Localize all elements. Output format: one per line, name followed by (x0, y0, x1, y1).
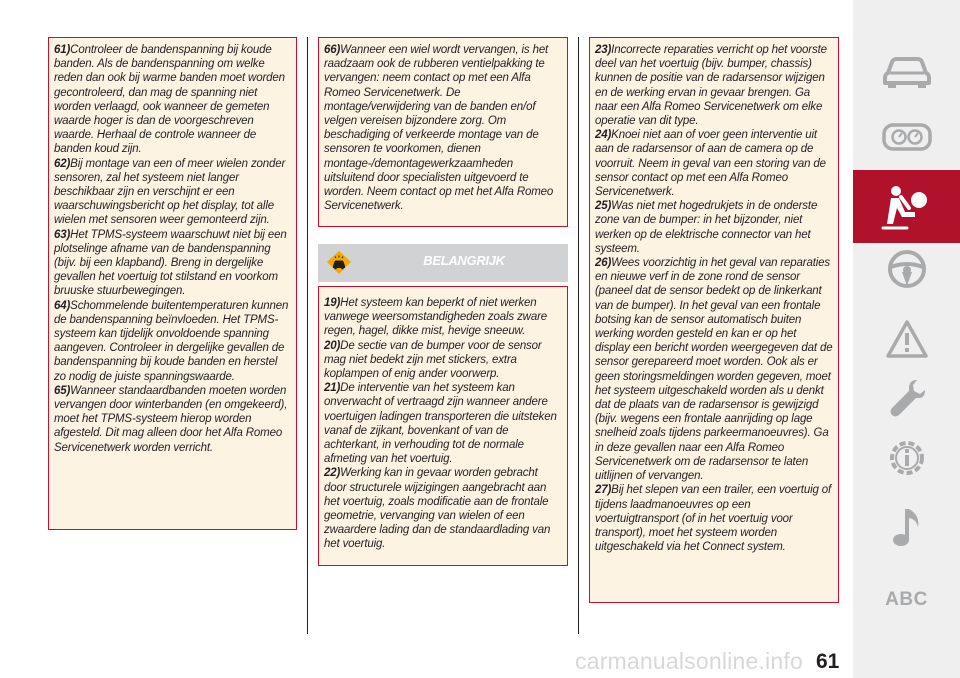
warning-header (318, 244, 568, 282)
sidebar-item-vehicle[interactable] (853, 35, 960, 108)
sidebar-item-multimedia[interactable] (853, 490, 960, 563)
note-box-61-65 (48, 37, 297, 530)
info-gear-icon (885, 436, 929, 480)
warning-triangle-icon (885, 319, 929, 359)
watermark: carmanualsonline.info (575, 648, 803, 674)
warning-item: 20)De sectie van de bumper voor de sensor mag niet bedekt zijn met stickers, extra koplampen of enig ander voorwerp. (324, 339, 542, 381)
car-icon (882, 55, 932, 89)
note-item: 26)Wees voorzichtig in het geval van reparaties en nieuwe verf in de zone rond de sensor (paneel dat de sensor bedekt op de linkerkant van de bumper). In het geval van een frontale botsing kan de sensor automatisch buiten werking worden gesteld en kan er op het display een bericht worden weergegeven dat de sensor gerepareerd moet worden. Ook als er geen storingsmeldingen worden gegeven, moet het systeem uitgeschakeld worden als u denkt dat de plaats van de radarsensor is gewijzigd (bijv. wegens een frontale aanrijding op lage snelheid zoals tijdens parkeermanoeuvres). Ga in deze gevallen naar een Alfa Romeo Servicenetwerk om de radarsensor te laten uitlijnen of vervangen. (595, 257, 833, 483)
airbag-safety-icon (881, 184, 933, 230)
chapter-sidebar (853, 0, 960, 678)
note-item: 64)Schommelende buitentemperaturen kunnen de bandenspanning beïnvloeden. Het TPMS-systeem kan tijdelijk onvoldoende spanning aangeven. Controleer in dergelijke gevallen de bandenspanning bij koude banden en herstel zo nodig de juiste spanningswaarde. (54, 299, 289, 383)
sidebar-item-index[interactable] (853, 563, 960, 636)
note-item: 23)Incorrecte reparaties verricht op het voorste deel van het voertuig (bijv. bumper, chassis) kunnen de positie van de radarsensor wijzigen en de werking ervan in gevaar brengen. Ga naar een Alfa Romeo Servicenetwerk om elke operatie van dit type. (595, 44, 827, 128)
music-note-icon (890, 505, 924, 549)
column-divider (307, 37, 308, 634)
wrench-icon (887, 377, 927, 421)
note-item: 65)Wanneer standaardbanden moeten worden vervangen door winterbanden (en omgekeerd), moet het TPMS-systeem hierop worden afgesteld. Dit mag alleen door het Alfa Romeo Servicenetwerk worden verricht. (54, 384, 288, 454)
column-divider (578, 37, 579, 634)
note-item: 25)Was niet met hogedrukjets in de onderste zone van de bumper: in het bijzonder, niet werken op de elektrische connector van het systeem. (595, 200, 818, 255)
sidebar-item-driving[interactable] (853, 232, 960, 305)
warning-car-icon (325, 249, 353, 277)
warning-box-19-22 (318, 286, 568, 566)
note-item: 62)Bij montage van een of meer wielen zonder sensoren, zal het systeem niet langer beschikbaar zijn en verschijnt er een waarschuwingsbericht op het display, tot alle wielen met sensoren weer gemonteerd zijn. (54, 157, 286, 227)
note-box-23-27 (589, 37, 839, 603)
note-item: 24)Knoei niet aan of voer geen interventie uit aan de radarsensor of aan de camera op de voorruit. Neem in geval van een storing van de sensor contact op met een Alfa Romeo Servicenetwerk. (595, 129, 826, 199)
dashboard-icon (882, 122, 932, 152)
warning-item: 19)Het systeem kan beperkt of niet werken vanwege weersomstandigheden zoals zware regen, hagel, dikke mist, hevige sneeuw. (324, 297, 548, 338)
page-number: 61 (816, 650, 840, 673)
note-item: 66)Wanneer een wiel wordt vervangen, is het raadzaam ook de rubberen ventielpakking te vervangen: neem contact op met een Alfa Romeo Servicenetwerk. De montage/verwijdering van de banden en/of velgen vereisen bijzondere zorg. Om beschadiging of verkeerde montage van de sensoren te voorkomen, dienen montage-/demontagewerkzaamheden uitsluitend door specialisten uitgevoerd te worden. Neem contact op met het Alfa Romeo Servicenetwerk. (324, 44, 554, 213)
sidebar-item-technical-data[interactable] (853, 421, 960, 494)
abc-index-label: ABC (885, 588, 928, 610)
sidebar-item-dashboard[interactable] (853, 100, 960, 173)
warning-title: BELANGRIJK (423, 253, 505, 268)
note-item: 63)Het TPMS-systeem waarschuwt niet bij een plotselinge afname van de bandenspanning (bijv. bij een klapband). Breng in dergelijke gevallen het voertuig tot stilstand en voorkom bruuske stuurbewegingen. (54, 228, 287, 298)
steering-wheel-icon (886, 248, 928, 290)
note-item: 61)Controleer de bandenspanning bij koude banden. Als de bandenspanning om welke reden dan ook bij warme banden moet worden gecontroleerd, dan mag de spanning niet worden verlaagd, ook wanneer de gemeten waarde hoger is dan de voorgeschreven waarde. Herhaal de controle wanneer de banden koud zijn. (54, 44, 285, 156)
warning-item: 21)De interventie van het systeem kan onverwacht of vertraagd zijn wanneer andere voertuigen ladingen transporteren die uitsteken vanaf de zijkant, bovenkant of van de achterkant, in verhouding tot de normale afmeting van het voertuig. (324, 382, 557, 466)
warning-item: 22)Werking kan in gevaar worden gebracht door structurele wijzigingen aangebracht aan het voertuig, zoals modificatie aan de frontale geometrie, vervanging van wielen of een zwaardere lading dan de standaardlading van het voertuig. (324, 467, 551, 551)
note-box-66 (318, 37, 568, 227)
note-item: 27)Bij het slepen van een trailer, een voertuig of tijdens laadmanoeuvres op een voertuigtransport (of in het voertuig voor transport), moet het systeem worden uitgeschakeld via het Connect system. (595, 484, 832, 554)
